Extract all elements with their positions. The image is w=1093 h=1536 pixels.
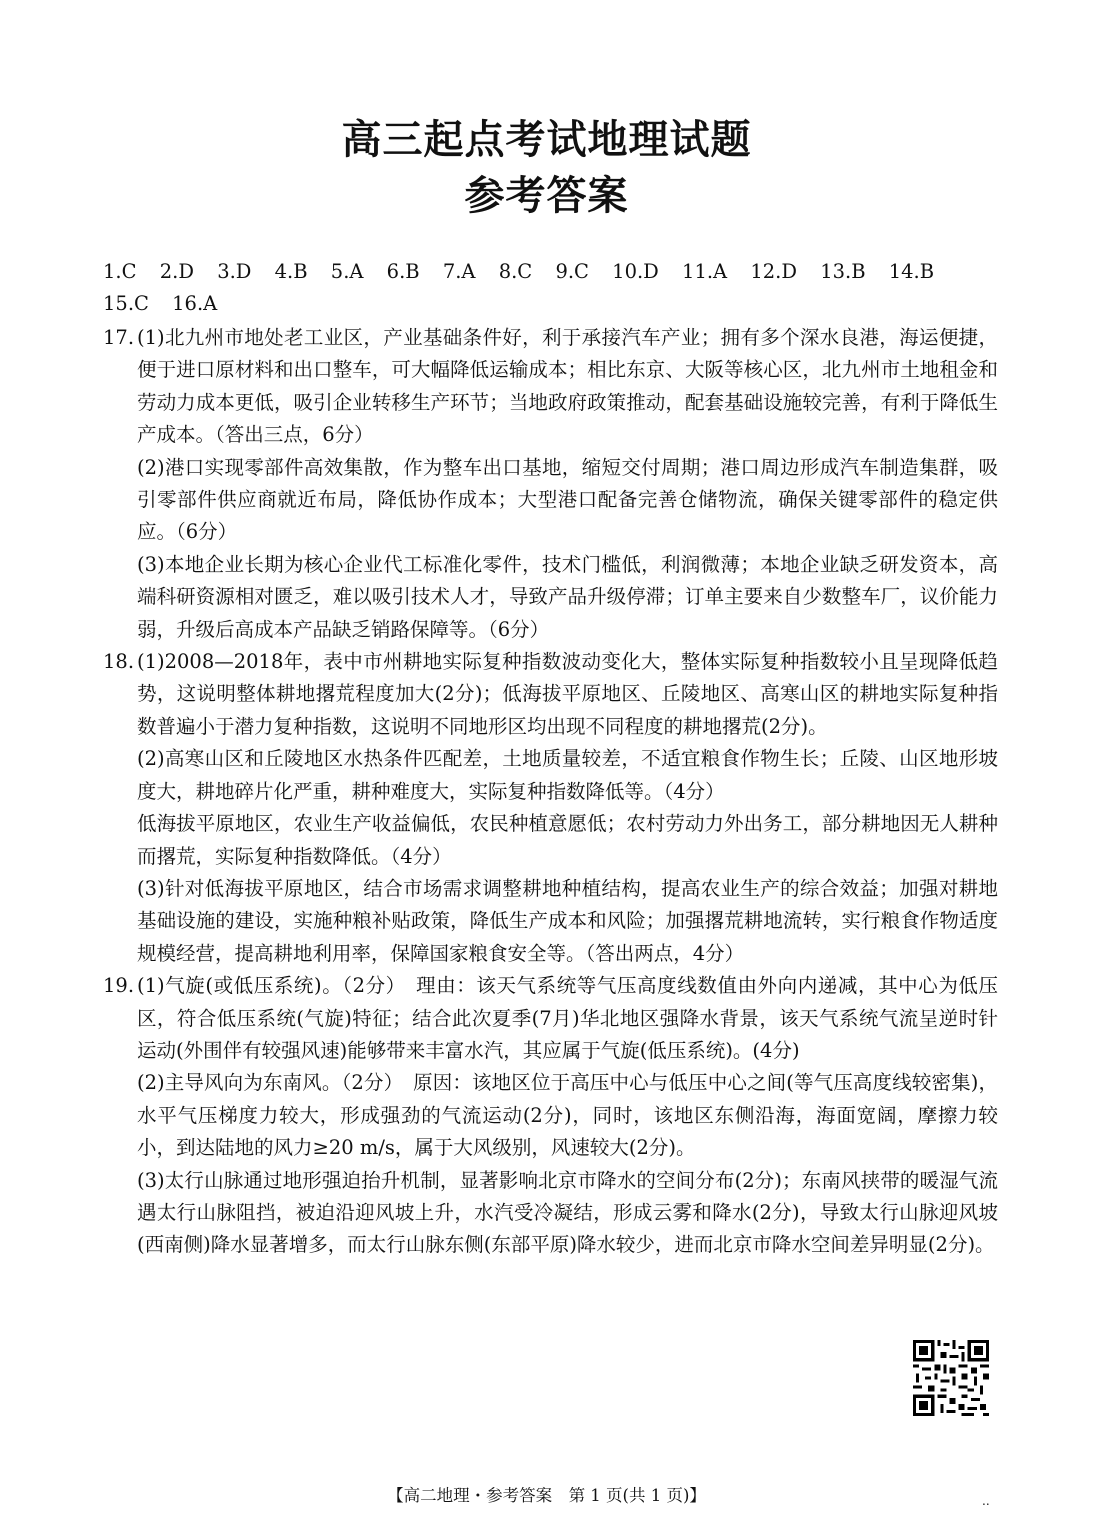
answer-part: (2)主导风向为东南风。（2分） 原因：该地区位于高压中心与低压中心之间(等气压高度线较密集)，水平气压梯度力较大，形成强劲的气流运动(2分)，同时，该地区东侧沿海，海面宽阔，摩擦力较小，到达陆地的风力≥20 m/s，属于大风级别，风速较大(2分)。 <box>137 1071 998 1160</box>
choice-answer: 4.B <box>274 260 308 283</box>
choice-answer: 8.C <box>498 260 533 283</box>
choice-answer: 3.D <box>217 260 252 283</box>
choice-answer: 14.B <box>888 260 935 283</box>
corner-mark: .. <box>982 1494 990 1508</box>
choice-answer: 15.C <box>103 292 149 315</box>
choice-answer: 5.A <box>330 260 364 283</box>
question-17 <box>103 322 998 646</box>
answer-part: (1)北九州市地处老工业区，产业基础条件好，利于承接汽车产业；拥有多个深水良港，海运便捷，便于进口原材料和出口整车，可大幅降低运输成本；相比东京、大阪等核心区，北九州市土地租金和劳动力成本更低，吸引企业转移生产环节；当地政府政策推动，配套基础设施较完善，有利于降低生产成本。（答出三点，6分） <box>137 326 998 447</box>
question-number: 18. <box>103 650 135 674</box>
multiple-choice-answers <box>103 256 998 320</box>
choice-answer: 10.D <box>612 260 659 283</box>
answer-part: (3)本地企业长期为核心企业代工标准化零件，技术门槛低，利润微薄；本地企业缺乏研发资本，高端科研资源相对匮乏，难以吸引技术人才，导致产品升级停滞；订单主要来自少数整车厂，议价能力弱，升级后高成本产品缺乏销路保障等。（6分） <box>137 552 998 641</box>
answer-content <box>103 256 998 1262</box>
choice-answer: 2.D <box>159 260 194 283</box>
choice-answer: 11.A <box>682 260 728 283</box>
choice-answer: 12.D <box>750 260 797 283</box>
title-block <box>0 112 1093 224</box>
qr-code-icon <box>913 1340 989 1416</box>
question-number: 19. <box>103 974 135 998</box>
answer-part: (3)太行山脉通过地形强迫抬升机制，显著影响北京市降水的空间分布(2分)；东南风挟带的暖湿气流遇太行山脉阻挡，被迫沿迎风坡上升，水汽受冷凝结，形成云雾和降水(2分)，导致太行山脉迎风坡(西南侧)降水显著增多，而太行山脉东侧(东部平原)降水较少，进而北京市降水空间差异明显(2分)。 <box>137 1168 998 1257</box>
answer-part: 低海拔平原地区，农业生产收益偏低，农民种植意愿低；农村劳动力外出务工，部分耕地因无人耕种而撂荒，实际复种指数降低。（4分） <box>137 812 998 868</box>
choice-answer: 6.B <box>386 260 420 283</box>
answer-part: (2)港口实现零部件高效集散，作为整车出口基地，缩短交付周期；港口周边形成汽车制造集群，吸引零部件供应商就近布局，降低协作成本；大型港口配备完善仓储物流，确保关键零部件的稳定供应。（6分） <box>137 455 998 544</box>
answer-part: (2)高寒山区和丘陵地区水热条件匹配差，土地质量较差，不适宜粮食作物生长；丘陵、山区地形坡度大，耕地碎片化严重，耕种难度大，实际复种指数降低等。（4分） <box>137 747 998 803</box>
answer-part: (1)2008—2018年，表中市州耕地实际复种指数波动变化大，整体实际复种指数较小且呈现降低趋势，这说明整体耕地撂荒程度加大(2分)；低海拔平原地区、丘陵地区、高寒山区的耕地实际复种指数普遍小于潜力复种指数，这说明不同地形区均出现不同程度的耕地撂荒(2分)。 <box>137 650 998 738</box>
choice-answer: 13.B <box>820 260 866 283</box>
question-number: 17. <box>103 326 135 349</box>
question-18 <box>103 646 998 970</box>
choice-answer: 7.A <box>442 260 476 283</box>
page-footer: 【高二地理・参考答案 第 1 页(共 1 页)】 <box>387 1486 706 1505</box>
choice-answer: 16.A <box>172 292 218 315</box>
answer-part: (1)气旋(或低压系统)。（2分） 理由：该天气系统等气压高度线数值由外向内递减，其中心为低压区，符合低压系统(气旋)特征；结合此次夏季(7月)华北地区强降水背景，该天气系统气流呈逆时针运动(外围伴有较强风速)能够带来丰富水汽，其应属于气旋(低压系统)。(4分) <box>137 974 998 1062</box>
choice-answer: 1.C <box>103 260 137 283</box>
page-title: 高三起点考试地理试题 <box>341 116 752 163</box>
question-19 <box>103 970 998 1262</box>
page-subtitle: 参考答案 <box>464 172 629 219</box>
choice-answer: 9.C <box>555 260 589 283</box>
answer-part: (3)针对低海拔平原地区，结合市场需求调整耕地种植结构，提高农业生产的综合效益；加强对耕地基础设施的建设，实施种粮补贴政策，降低生产成本和风险；加强撂荒耕地流转，实行粮食作物适度规模经营，提高耕地利用率，保障国家粮食安全等。（答出两点，4分） <box>137 876 998 965</box>
